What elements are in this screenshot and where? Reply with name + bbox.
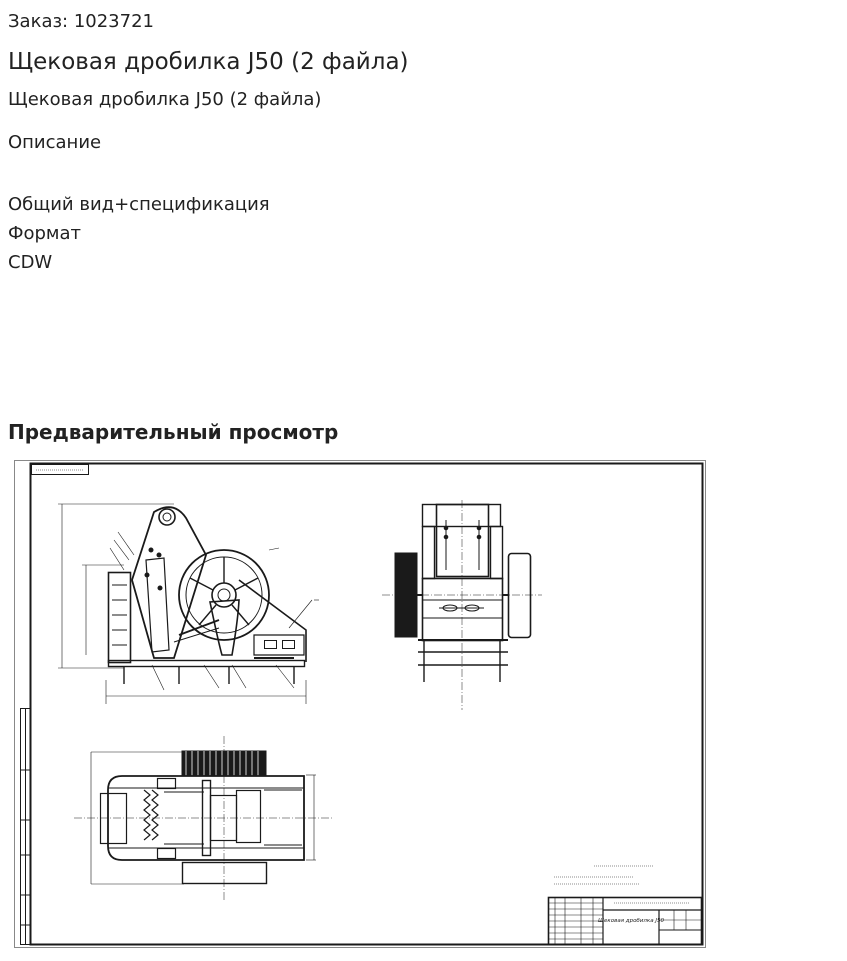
description-heading: Описание <box>8 132 102 153</box>
description-line-view: Общий вид+спецификация <box>8 194 270 215</box>
plan-view <box>74 736 334 900</box>
sheet-outer-border <box>15 461 706 948</box>
flywheel-top <box>182 751 266 776</box>
order-number: Заказ: 1023721 <box>8 11 154 32</box>
page-subtitle: Щековая дробилка J50 (2 файла) <box>8 89 322 110</box>
drawing-preview-image <box>14 460 706 948</box>
page-title: Щековая дробилка J50 (2 файла) <box>8 49 409 75</box>
side-view <box>382 500 542 710</box>
front-view <box>58 504 319 704</box>
drawing-preview[interactable] <box>14 460 706 948</box>
technical-notes <box>554 866 654 884</box>
flywheel-left <box>395 553 417 637</box>
description-line-format-label: Формат <box>8 223 82 244</box>
description-line-format-value: CDW <box>8 252 53 273</box>
preview-heading: Предварительный просмотр <box>8 420 339 444</box>
top-left-stamp <box>32 465 89 475</box>
drawing-title-text: Щековая дробилка J50 <box>598 918 664 924</box>
sheet-frame <box>31 464 703 945</box>
